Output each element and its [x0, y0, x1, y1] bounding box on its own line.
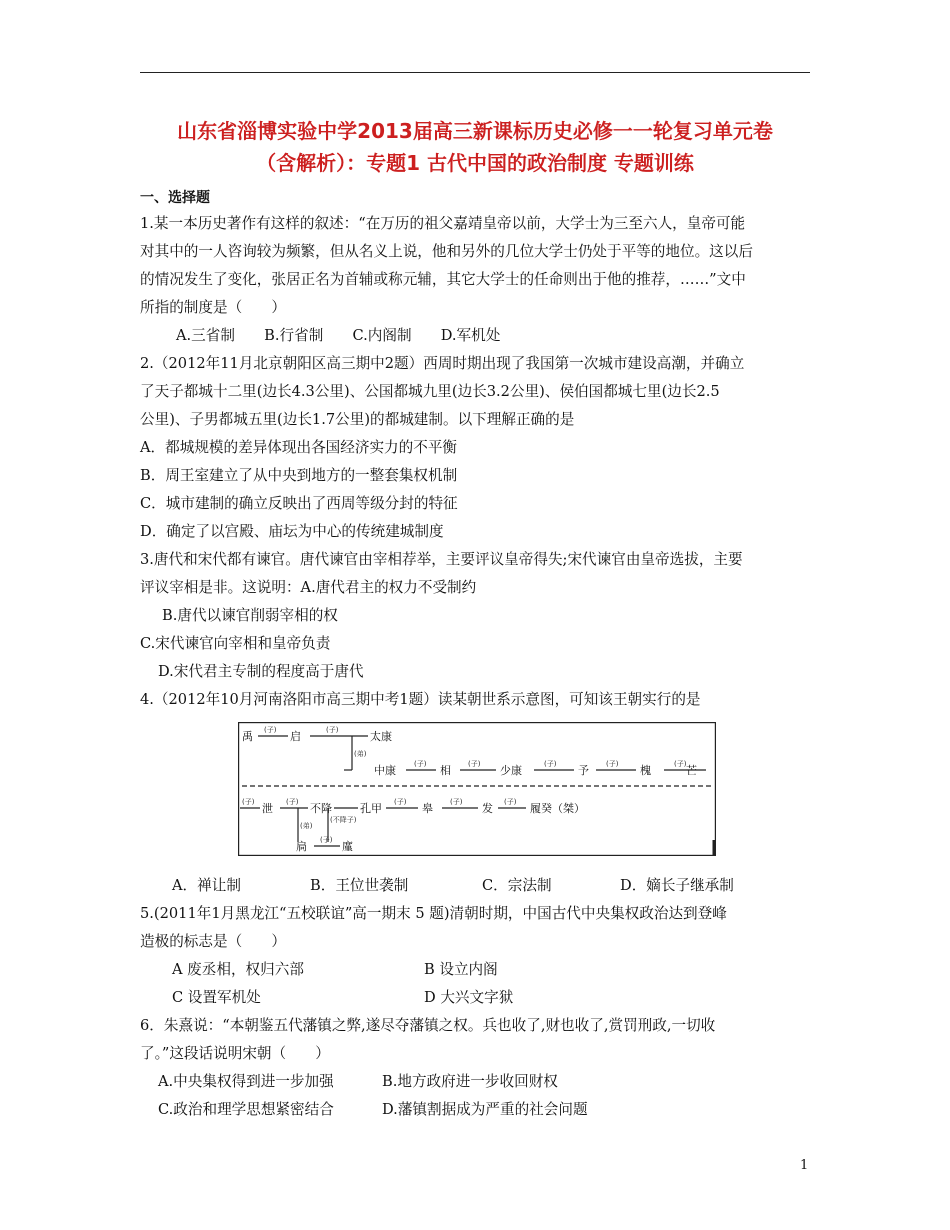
q6-option-d: D.藩镇割据成为严重的社会问题	[382, 1101, 588, 1118]
edge-label-brother: (弟)	[300, 822, 313, 830]
q5-option-d: D 大兴文字狱	[424, 989, 514, 1006]
edge-label-brother: (弟)	[354, 750, 367, 758]
node-yu: 禹	[242, 730, 253, 743]
node-lugui: 履癸（桀）	[530, 802, 585, 815]
node-qi: 启	[290, 730, 301, 743]
dynasty-lineage-diagram	[238, 722, 716, 856]
q2-option-b: B．周王室建立了从中央到地方的一整套集权机制	[140, 467, 458, 484]
q1-options: A.三省制 B.行省制 C.内阁制 D.军机处	[176, 327, 501, 344]
q5-line-1: 5.(2011年1月黑龙江“五校联谊”高一期末 5 题)清朝时期，中国古代中央集权政治达到登峰	[140, 905, 727, 922]
q3-line-1: 3.唐代和宋代都有谏官。唐代谏官由宰相荐举，主要评议皇帝得失;宋代谏官由皇帝选拔，主要	[140, 551, 743, 568]
q2-line-1: 2.（2012年11月北京朝阳区高三期中2题）西周时期出现了我国第一次城市建设高潮，并确立	[140, 355, 745, 372]
edge-label-son: (子)	[544, 760, 557, 768]
node-shaokang: 少康	[500, 764, 522, 777]
edge-label-son: (子)	[468, 760, 481, 768]
node-xie: 泄	[262, 802, 273, 815]
q6-line-1: 6．朱熹说：“本朝鉴五代藩镇之弊,遂尽夺藩镇之权。兵也收了,财也收了,赏罚刑政,一切收	[140, 1017, 716, 1034]
q3-option-c: C.宋代谏官向宰相和皇帝负责	[140, 635, 331, 652]
edge-label-son: (子)	[320, 836, 333, 844]
q6-option-c: C.政治和理学思想紧密结合	[158, 1101, 334, 1118]
q2-option-d: D．确定了以宫殿、庙坛为中心的传统建城制度	[140, 523, 444, 540]
q5-option-c: C 设置军机处	[172, 989, 261, 1006]
q2-line-2: 了天子都城十二里(边长4.3公里)、公国都城九里(边长3.2公里)、侯伯国都城七里(边长2.5	[140, 383, 720, 400]
edge-label-son: (子)	[674, 760, 687, 768]
node-zhu: 予	[578, 764, 589, 777]
node-taikang: 太康	[370, 730, 392, 743]
node-fa: 发	[482, 802, 493, 815]
q1-line-2: 对其中的一人咨询较为频繁，但从名义上说，他和另外的几位大学士仍处于平等的地位。这以后	[140, 243, 753, 260]
q3-option-d: D.宋代君主专制的程度高于唐代	[158, 663, 364, 680]
q3-line-2: 评议宰相是非。这说明：A.唐代君主的权力不受制约	[140, 579, 477, 596]
node-zhongkang: 中康	[374, 764, 396, 777]
document-title-line-2: （含解析）：专题1 古代中国的政治制度 专题训练	[256, 151, 694, 175]
q3-option-b: B.唐代以谏官削弱宰相的权	[162, 607, 338, 624]
q6-option-a: A.中央集权得到进一步加强	[158, 1073, 334, 1090]
node-jin: 廑	[342, 840, 353, 853]
edge-label-son: (子)	[264, 726, 277, 734]
q1-line-4: 所指的制度是（ ）	[140, 299, 286, 316]
node-gao: 皋	[422, 802, 433, 815]
q4-option-b: B．王位世袭制	[310, 877, 409, 894]
section-heading: 一、选择题	[140, 190, 210, 206]
q2-option-c: C．城市建制的确立反映出了西周等级分封的特征	[140, 495, 458, 512]
edge-label-son: (子)	[394, 798, 407, 806]
node-jiong: 扃	[296, 840, 307, 853]
node-mang: 芒	[686, 764, 697, 777]
q4-line-1: 4.（2012年10月河南洛阳市高三期中考1题）读某朝世系示意图，可知该王朝实行的是	[140, 691, 701, 708]
q2-line-3: 公里)、子男都城五里(边长1.7公里)的都城建制。以下理解正确的是	[140, 411, 575, 428]
page-number: 1	[800, 1158, 809, 1173]
node-kongjia: 孔甲	[360, 802, 382, 815]
node-huai: 槐	[640, 764, 651, 777]
q1-line-3: 的情况发生了变化，张居正名为首辅或称元辅，其它大学士的任命则出于他的推荐，……”文中	[140, 271, 746, 288]
q4-option-a: A．禅让制	[172, 877, 241, 894]
q6-option-b: B.地方政府进一步收回财权	[382, 1073, 558, 1090]
q6-line-2: 了。”这段话说明宋朝（ ）	[140, 1045, 330, 1062]
q4-option-c: C．宗法制	[482, 877, 552, 894]
edge-label-son: (子)	[606, 760, 619, 768]
q5-option-b: B 设立内阁	[424, 961, 498, 978]
q5-option-a: A 废丞相，权归六部	[172, 961, 304, 978]
edge-label-son: (子)	[414, 760, 427, 768]
document-title-line-1: 山东省淄博实验中学2013届高三新课标历史必修一一轮复习单元卷	[177, 119, 773, 143]
q4-option-d: D．嫡长子继承制	[620, 877, 734, 894]
q2-option-a: A．都城规模的差异体现出各国经济实力的不平衡	[140, 439, 458, 456]
edge-label-not-son: (不降子)	[330, 816, 357, 824]
header-rule	[140, 72, 810, 73]
edge-label-son: (子)	[326, 726, 339, 734]
edge-label-son: (子)	[504, 798, 517, 806]
q5-line-2: 造极的标志是（ ）	[140, 933, 286, 950]
edge-label-son: (子)	[450, 798, 463, 806]
q1-line-1: 1.某一本历史著作有这样的叙述：“在万历的祖父嘉靖皇帝以前，大学士为三至六人，皇帝可能	[140, 215, 746, 232]
node-bujiang: 不降	[310, 802, 332, 815]
edge-label-son: (子)	[242, 798, 255, 806]
edge-label-son: (子)	[286, 798, 299, 806]
node-xiang: 相	[440, 764, 451, 777]
